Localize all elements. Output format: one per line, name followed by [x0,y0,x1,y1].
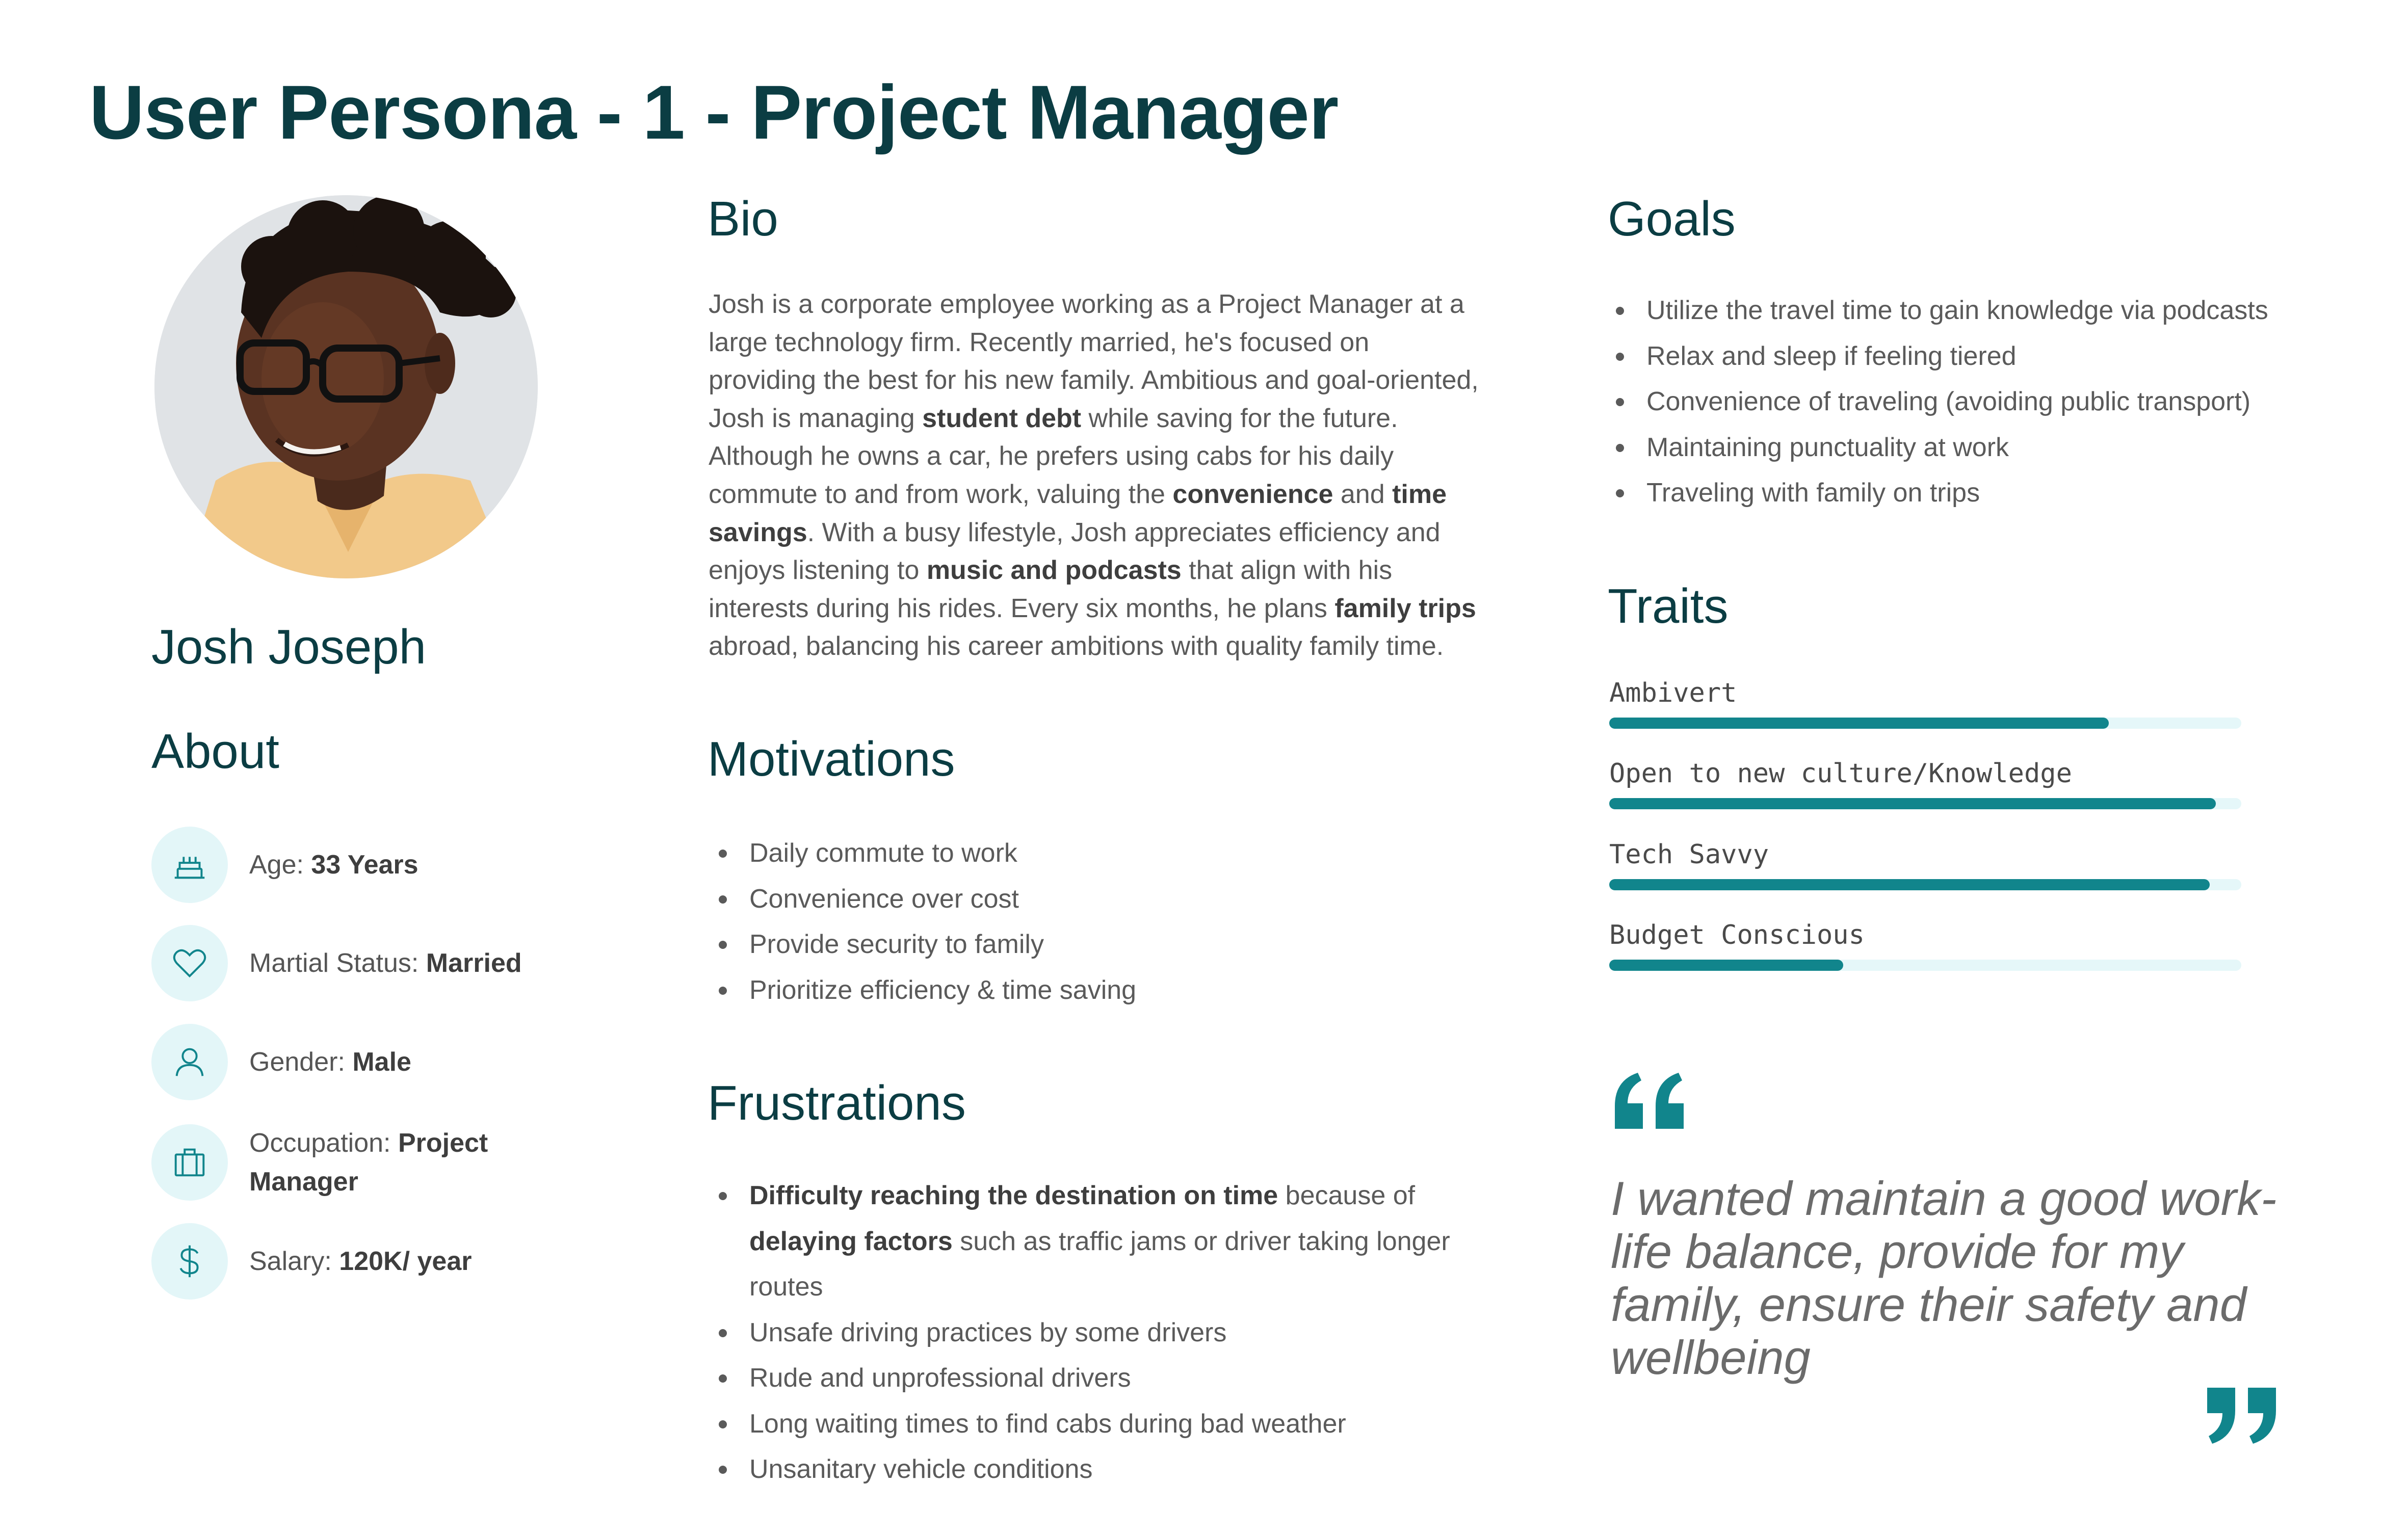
trait-track [1609,798,2241,809]
trait-fill [1609,960,1843,971]
list-item: Unsanitary vehicle conditions [709,1447,1463,1493]
frustrations-heading: Frustrations [708,1076,966,1130]
trait-fill [1609,718,2109,729]
trait-label: Tech Savvy [1609,839,1769,870]
frustration-text: because of [1278,1181,1416,1210]
about-heading: About [151,724,279,779]
list-item: Maintaining punctuality at work [1606,425,2391,471]
list-item: Provide security to family [709,922,1473,968]
list-item: Prioritize efficiency & time saving [709,968,1473,1014]
user-icon [151,1024,228,1100]
list-item: Traveling with family on trips [1606,470,2391,516]
trait-fill [1609,798,2216,809]
trait-label: Open to new culture/Knowledge [1609,758,2072,789]
bio-segment: and [1333,479,1393,509]
bio-highlight: student debt [922,403,1082,433]
bio-segment: that align with his interests during his rides. Every six months, he plans [709,555,1393,623]
briefcase-icon [151,1124,228,1201]
trait-track [1609,879,2241,890]
bio-highlight: convenience [1172,479,1333,509]
about-label: Salary: [249,1247,339,1276]
trait-open-to-new-culture [1609,758,2241,809]
about-value: Married [426,948,522,978]
heart-icon [151,925,228,1001]
motivations-heading: Motivations [708,732,955,786]
about-label: Gender: [249,1047,353,1077]
frustration-text: such as traffic jams or driver taking longer routes [749,1226,1450,1302]
trait-budget-conscious [1609,920,2241,971]
trait-track [1609,718,2241,729]
trait-label: Budget Conscious [1609,920,1865,950]
quote-text: I wanted maintain a good work-life balance, provide for my family, ensure their safety and wellbeing [1611,1172,2277,1384]
trait-ambivert [1609,678,2241,729]
about-occupation [151,1124,565,1201]
open-quote-icon [1610,1070,1691,1131]
about-marital-status [151,925,565,1001]
avatar [154,195,538,578]
bio-highlight: music and podcasts [926,555,1182,586]
motivations-list [709,831,1473,1013]
cake-icon [151,827,228,903]
trait-fill [1609,879,2210,890]
traits-heading: Traits [1608,579,1729,633]
goals-heading: Goals [1608,192,1736,246]
about-value: 33 Years [311,850,418,880]
about-gender [151,1024,565,1100]
about-label: Martial Status: [249,948,426,978]
bio-text [709,285,1483,666]
bio-segment: Josh is a corporate employee working as a Project Manager at a large technology firm. Recently married, he's focused on providing the best for his new family. Ambitious and goal-oriented, Josh is managing [709,289,1479,433]
frustration-highlight: Difficulty reaching the destination on time [749,1181,1278,1210]
trait-label: Ambivert [1609,678,1737,708]
about-age [151,827,565,903]
bio-highlight: time savings [709,479,1447,547]
frustration-highlight: delaying factors [749,1226,953,1256]
bio-segment: while saving for the future. Although he owns a car, he prefers using cabs for his daily commute to and from work, valuing the [709,403,1398,509]
bio-segment: . With a busy lifestyle, Josh appreciates efficiency and enjoys listening to [709,517,1441,586]
about-value: Male [352,1047,411,1077]
frustrations-list [709,1173,1463,1493]
bio-heading: Bio [708,192,778,246]
bio-highlight: family trips [1334,593,1476,623]
list-item: Long waiting times to find cabs during bad weather [709,1401,1463,1447]
persona-name: Josh Joseph [151,620,427,674]
dollar-icon [151,1223,228,1300]
about-label: Occupation: [249,1128,398,1158]
list-item: Relax and sleep if feeling tiered [1606,334,2391,380]
list-item: Convenience of traveling (avoiding public transport) [1606,379,2391,425]
about-salary [151,1223,565,1300]
close-quote-icon [2202,1385,2284,1446]
trait-track [1609,960,2241,971]
page-title: User Persona - 1 - Project Manager [89,69,1339,155]
about-label: Age: [249,850,311,880]
list-item [709,1173,1463,1310]
list-item: Utilize the travel time to gain knowledge via podcasts [1606,288,2391,334]
about-value: Project Manager [249,1128,488,1197]
trait-tech-savvy [1609,839,2241,890]
bio-segment: abroad, balancing his career ambitions with quality family time. [709,631,1444,661]
list-item: Unsafe driving practices by some drivers [709,1310,1463,1356]
list-item: Daily commute to work [709,831,1473,877]
about-value: 120K/ year [339,1247,472,1276]
list-item: Rude and unprofessional drivers [709,1356,1463,1401]
list-item: Convenience over cost [709,877,1473,922]
goals-list [1606,288,2391,516]
